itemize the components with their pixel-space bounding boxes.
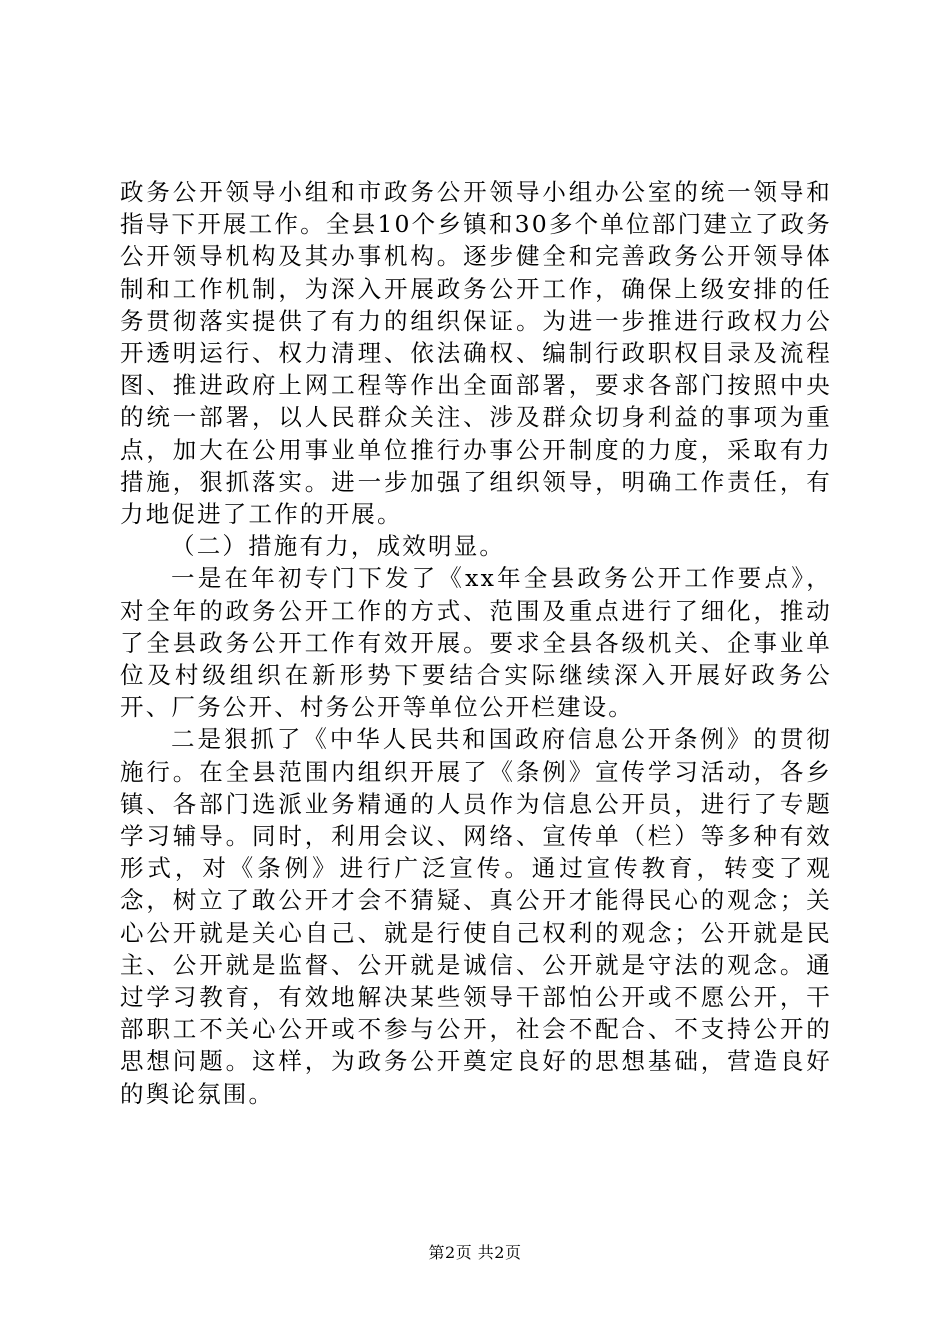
paragraph-second-measure: 二是狠抓了《中华人民共和国政府信息公开条例》的贯彻施行。在全县范围内组织开展了《条例》宣传学习活动，各乡镇、各部门选派业务精通的人员作为信息公开员，进行了专题学习辅导。同时，利用会议、网络、宣传单（栏）等多种有效形式，对《条例》进行广泛宣传。通过宣传教育，转变了观念，树立了敢公开才会不猜疑、真公开才能得民心的观念；关心公开就是关心自己、就是行使自己权利的观念；公开就是民主、公开就是监督、公开就是诚信、公开就是守法的观念。通过学习教育，有效地解决某些领导干部怕公开或不愿公开，干部职工不关心公开或不参与公开，社会不配合、不支持公开的思想问题。这样，为政务公开奠定良好的思想基础，营造良好的舆论氛围。	[120, 725, 832, 1108]
section-heading: （二）措施有力，成效明显。	[171, 532, 506, 561]
paragraph-first-measure: 一是在年初专门下发了《xx年全县政务公开工作要点》，对全年的政务公开工作的方式、范围及重点进行了细化，推动了全县政务公开工作有效开展。要求全县各级机关、企事业单位及村级组织在新形势下要结合实际继续深入开展好政务公开、厂务公开、村务公开等单位公开栏建设。	[120, 564, 832, 722]
document-body	[120, 176, 832, 1110]
page-footer: 第2页 共2页	[428, 1243, 522, 1262]
paragraph-continuation: 政务公开领导小组和市政务公开领导小组办公室的统一领导和指导下开展工作。全县10个乡镇和30多个单位部门建立了政务公开领导机构及其办事机构。逐步健全和完善政务公开领导体制和工作机制，为深入开展政务公开工作，确保上级安排的任务贯彻落实提供了有力的组织保证。为进一步推进行政权力公开透明运行、权力清理、依法确权、编制行政职权目录及流程图、推进政府上网工程等作出全面部署，要求各部门按照中央的统一部署，以人民群众关注、涉及群众切身利益的事项为重点，加大在公用事业单位推行办事公开制度的力度，采取有力措施，狠抓落实。进一步加强了组织领导，明确工作责任，有力地促进了工作的开展。	[120, 178, 832, 529]
